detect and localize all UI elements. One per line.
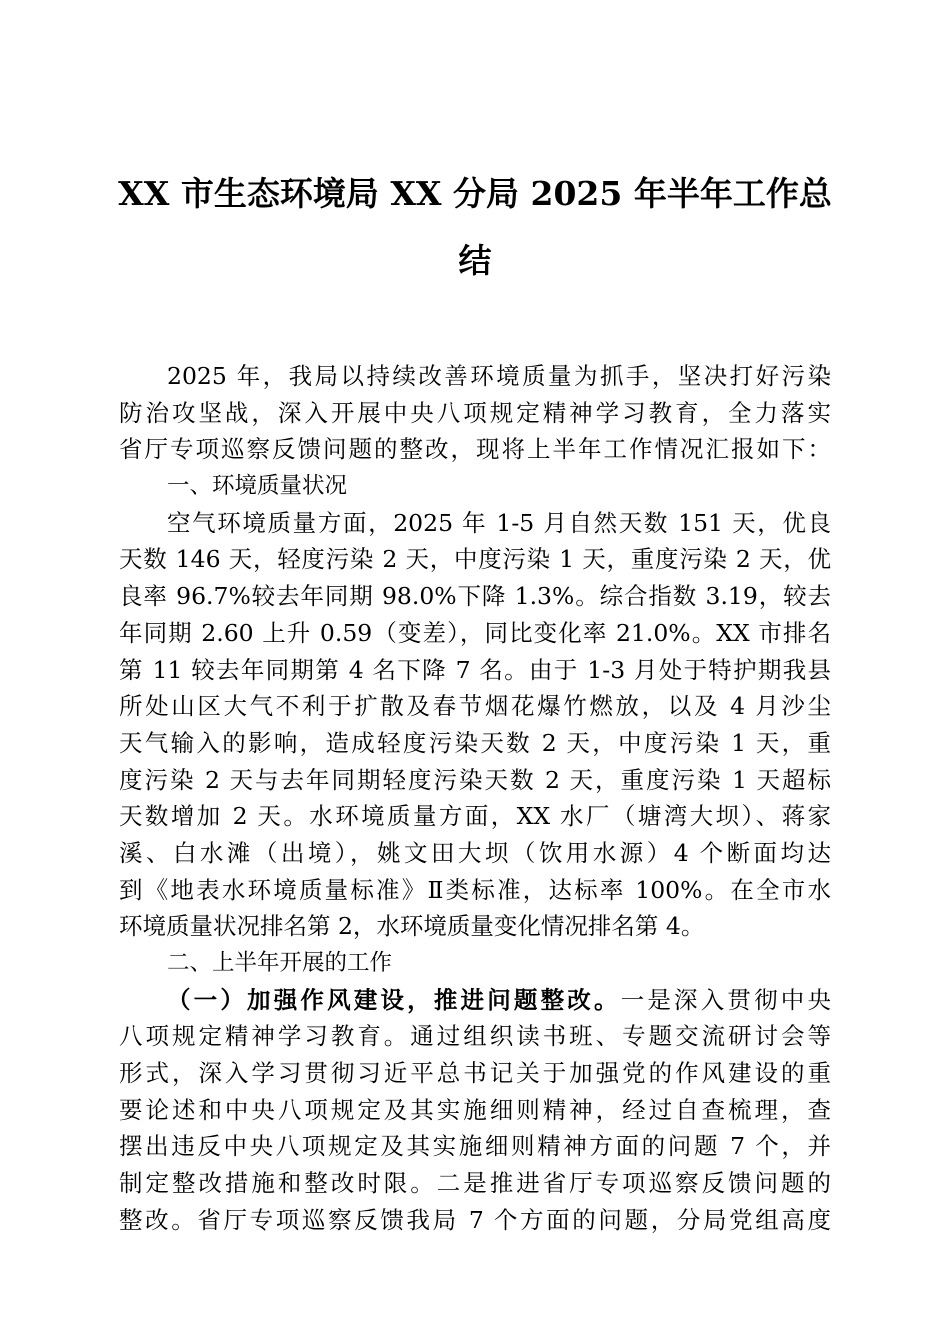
text-line: 溪、白水滩（出境），姚文田大坝（饮用水源）4 个断面均达 bbox=[119, 838, 831, 867]
text-line: 形式，深入学习贯彻习近平总书记关于加强党的作风建设的重 bbox=[119, 1059, 831, 1088]
text-line: 防治攻坚战，深入开展中央八项规定精神学习教育，全力落实 bbox=[119, 398, 831, 427]
text-line: 年同期 2.60 上升 0.59（变差），同比变化率 21.0%。XX 市排名 bbox=[119, 618, 831, 647]
text-line: 八项规定精神学习教育。通过组织读书班、专题交流研讨会等 bbox=[119, 1022, 831, 1051]
text-line: 到《地表水环境质量标准》Ⅱ类标准，达标率 100%。在全市水 bbox=[119, 875, 831, 904]
text-line: 摆出违反中央八项规定及其实施细则精神方面的问题 7 个，并 bbox=[119, 1132, 831, 1161]
document-title-line-2: 结 bbox=[458, 241, 492, 280]
environment-quality-paragraph bbox=[119, 505, 831, 945]
text-line: 天数 146 天，轻度污染 2 天，中度污染 1 天，重度污染 2 天，优 bbox=[119, 545, 831, 574]
text-line bbox=[119, 982, 831, 1019]
text-line: 要论述和中央八项规定及其实施细则精神，经过自查梳理，查 bbox=[119, 1095, 831, 1124]
text-line: 空气环境质量方面，2025 年 1-5 月自然天数 151 天，优良 bbox=[167, 508, 831, 537]
text-line: 所处山区大气不利于扩散及春节烟花爆竹燃放，以及 4 月沙尘 bbox=[119, 692, 831, 721]
document-body bbox=[119, 358, 831, 1239]
section-heading-half-year-work: 二、上半年开展的工作 bbox=[167, 950, 393, 976]
work-style-paragraph bbox=[119, 982, 831, 1239]
intro-paragraph bbox=[119, 358, 831, 468]
sub-heading-work-style: （一）加强作风建设，推进问题整改。 bbox=[167, 985, 621, 1014]
text-line: 省厅专项巡察反馈问题的整改，现将上半年工作情况汇报如下： bbox=[119, 435, 831, 464]
text-line: 环境质量状况排名第 2，水环境质量变化情况排名第 4。 bbox=[119, 912, 705, 941]
text-line: 2025 年，我局以持续改善环境质量为抓手，坚决打好污染 bbox=[167, 362, 831, 390]
text-line: 制定整改措施和整改时限。二是推进省厅专项巡察反馈问题的 bbox=[119, 1169, 831, 1198]
text-line: 整改。省厅专项巡察反馈我局 7 个方面的问题，分局党组高度 bbox=[119, 1205, 831, 1234]
section-heading-environment-quality: 一、环境质量状况 bbox=[167, 473, 348, 500]
text-line: 良率 96.7%较去年同期 98.0%下降 1.3%。综合指数 3.19，较去 bbox=[119, 582, 831, 611]
text-fragment: 一是深入贯彻中央 bbox=[620, 985, 831, 1014]
text-line: 天气输入的影响，造成轻度污染天数 2 天，中度污染 1 天，重 bbox=[119, 728, 831, 757]
document-title-line-1: XX 市生态环境局 XX 分局 2025 年半年工作总 bbox=[118, 174, 832, 213]
text-line: 第 11 较去年同期第 4 名下降 7 名。由于 1-3 月处于特护期我县 bbox=[119, 655, 831, 684]
text-line: 天数增加 2 天。水环境质量方面，XX 水厂（塘湾大坝）、蒋家 bbox=[119, 802, 831, 831]
text-line: 度污染 2 天与去年同期轻度污染天数 2 天，重度污染 1 天超标 bbox=[119, 765, 831, 794]
